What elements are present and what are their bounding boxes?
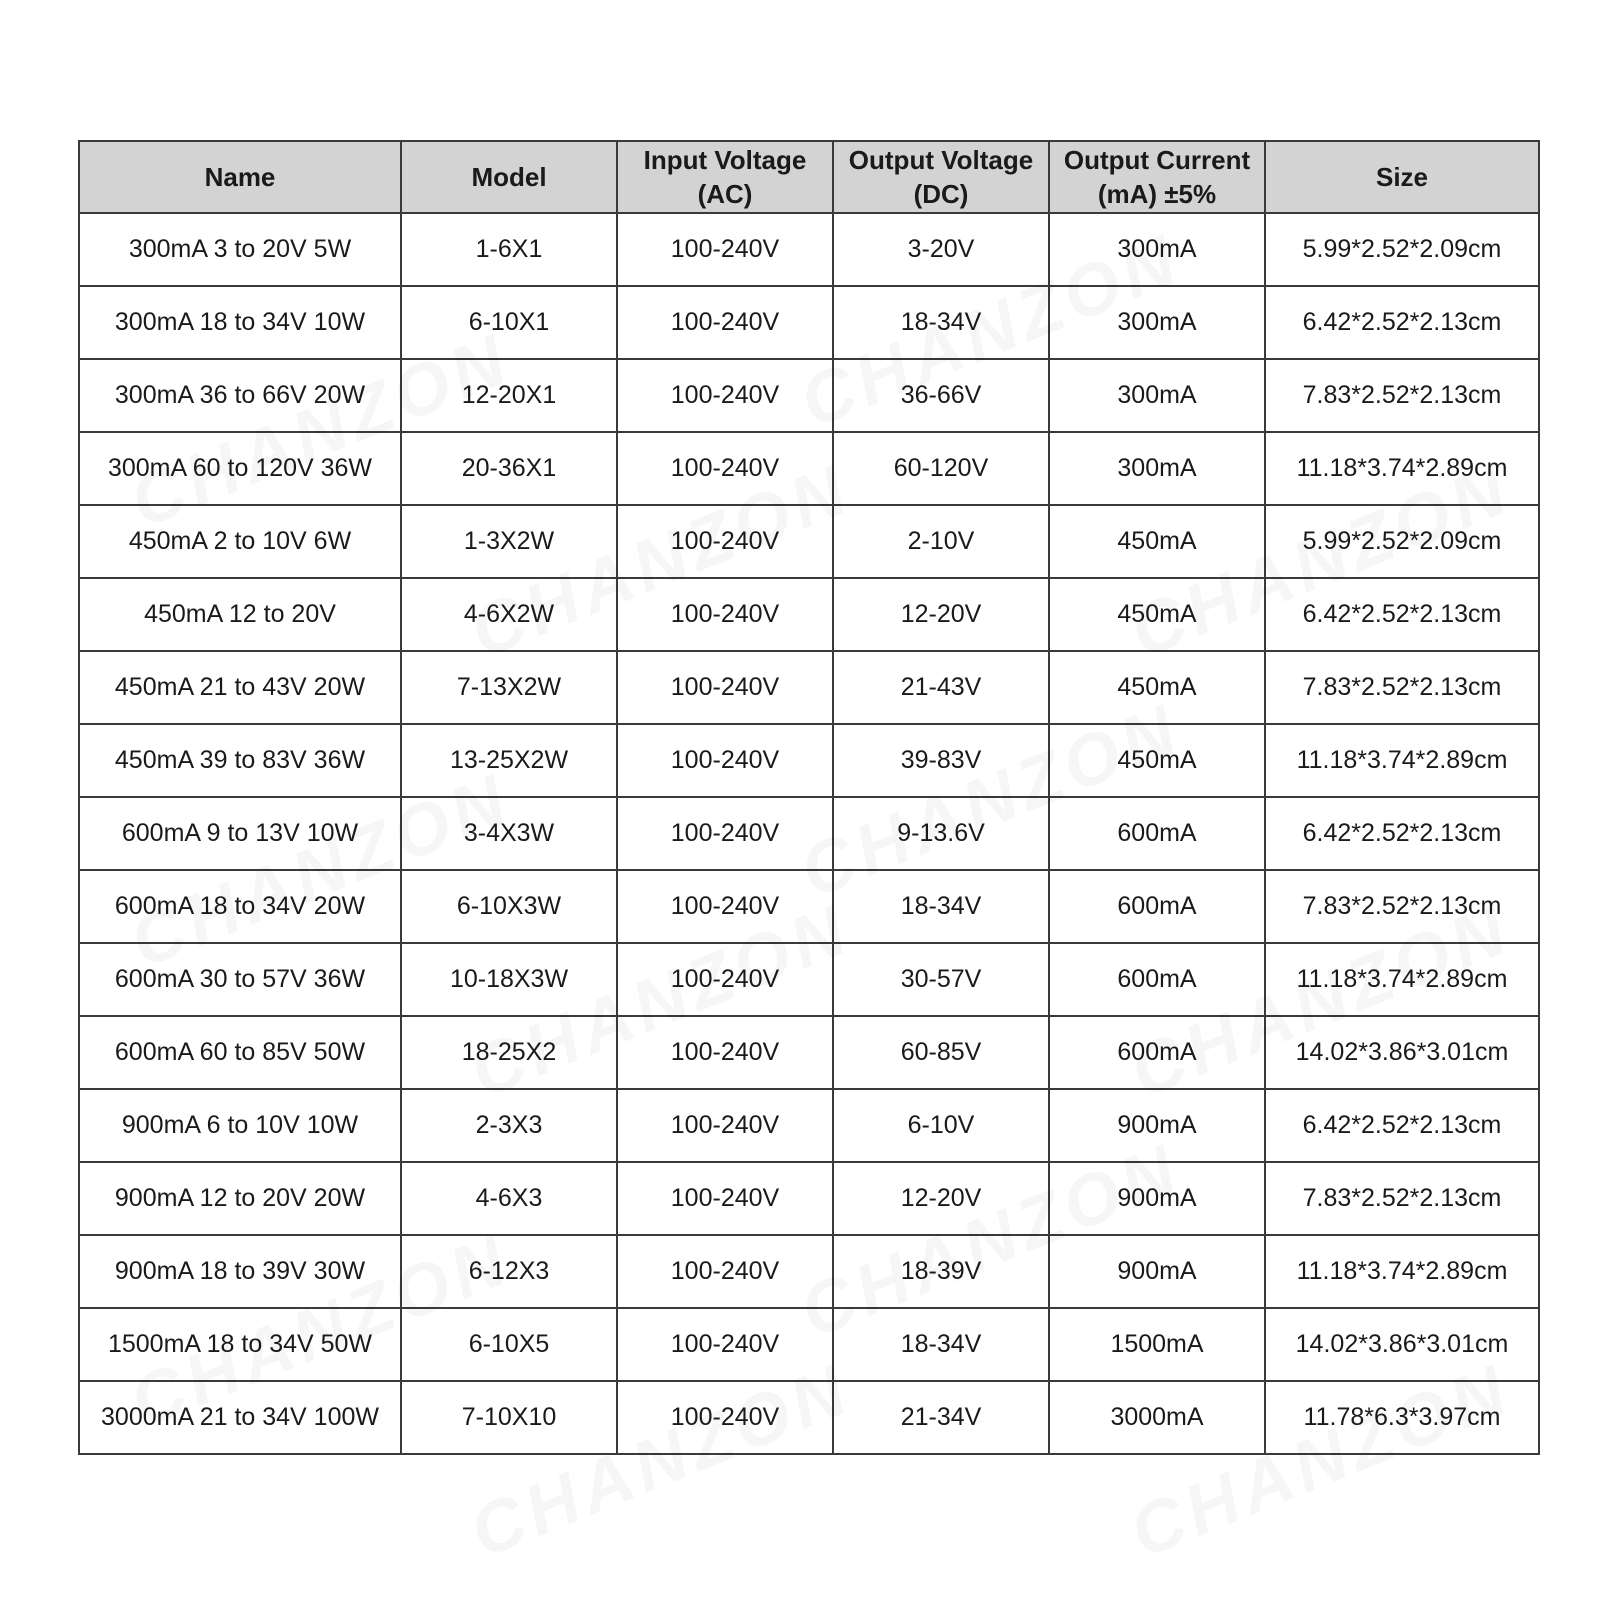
cell-input-voltage: 100-240V [617,578,833,651]
cell-output-current: 300mA [1049,432,1265,505]
header-input-voltage: Input Voltage (AC) [617,141,833,213]
cell-output-voltage: 21-34V [833,1381,1049,1454]
cell-model: 6-10X1 [401,286,617,359]
cell-input-voltage: 100-240V [617,432,833,505]
cell-model: 7-10X10 [401,1381,617,1454]
cell-input-voltage: 100-240V [617,286,833,359]
cell-output-voltage: 3-20V [833,213,1049,286]
cell-output-current: 300mA [1049,359,1265,432]
cell-model: 6-10X3W [401,870,617,943]
cell-output-voltage: 12-20V [833,578,1049,651]
cell-name: 450mA 12 to 20V [79,578,401,651]
cell-output-current: 900mA [1049,1089,1265,1162]
table-row [79,1381,1539,1454]
table-row [79,651,1539,724]
cell-name: 1500mA 18 to 34V 50W [79,1308,401,1381]
cell-model: 6-10X5 [401,1308,617,1381]
cell-name: 300mA 36 to 66V 20W [79,359,401,432]
cell-size: 11.18*3.74*2.89cm [1265,724,1539,797]
cell-model: 4-6X3 [401,1162,617,1235]
cell-input-voltage: 100-240V [617,870,833,943]
cell-size: 6.42*2.52*2.13cm [1265,797,1539,870]
cell-model: 20-36X1 [401,432,617,505]
cell-size: 5.99*2.52*2.09cm [1265,213,1539,286]
cell-output-current: 900mA [1049,1235,1265,1308]
table-row [79,213,1539,286]
table-row [79,432,1539,505]
table-row [79,797,1539,870]
table-body [79,213,1539,1454]
cell-output-voltage: 12-20V [833,1162,1049,1235]
cell-name: 900mA 18 to 39V 30W [79,1235,401,1308]
cell-model: 13-25X2W [401,724,617,797]
cell-model: 3-4X3W [401,797,617,870]
cell-size: 11.18*3.74*2.89cm [1265,943,1539,1016]
table-row [79,1308,1539,1381]
cell-input-voltage: 100-240V [617,213,833,286]
cell-output-voltage: 18-34V [833,286,1049,359]
table-row [79,1016,1539,1089]
cell-output-current: 1500mA [1049,1308,1265,1381]
cell-output-current: 600mA [1049,943,1265,1016]
cell-output-current: 3000mA [1049,1381,1265,1454]
cell-size: 7.83*2.52*2.13cm [1265,359,1539,432]
cell-size: 14.02*3.86*3.01cm [1265,1016,1539,1089]
cell-output-voltage: 60-85V [833,1016,1049,1089]
cell-model: 4-6X2W [401,578,617,651]
cell-input-voltage: 100-240V [617,1381,833,1454]
cell-size: 11.18*3.74*2.89cm [1265,1235,1539,1308]
cell-input-voltage: 100-240V [617,797,833,870]
cell-size: 14.02*3.86*3.01cm [1265,1308,1539,1381]
cell-input-voltage: 100-240V [617,724,833,797]
header-row [79,141,1539,213]
cell-name: 450mA 39 to 83V 36W [79,724,401,797]
cell-name: 900mA 12 to 20V 20W [79,1162,401,1235]
cell-name: 450mA 21 to 43V 20W [79,651,401,724]
cell-name: 600mA 18 to 34V 20W [79,870,401,943]
cell-input-voltage: 100-240V [617,1162,833,1235]
header-output-current: Output Current (mA) ±5% [1049,141,1265,213]
cell-output-voltage: 18-34V [833,870,1049,943]
cell-output-current: 450mA [1049,578,1265,651]
cell-size: 7.83*2.52*2.13cm [1265,1162,1539,1235]
cell-name: 450mA 2 to 10V 6W [79,505,401,578]
cell-name: 300mA 60 to 120V 36W [79,432,401,505]
cell-model: 2-3X3 [401,1089,617,1162]
cell-output-voltage: 39-83V [833,724,1049,797]
header-model: Model [401,141,617,213]
table-row [79,286,1539,359]
table-row [79,724,1539,797]
cell-output-voltage: 30-57V [833,943,1049,1016]
cell-output-voltage: 9-13.6V [833,797,1049,870]
cell-size: 6.42*2.52*2.13cm [1265,286,1539,359]
cell-output-current: 900mA [1049,1162,1265,1235]
cell-model: 6-12X3 [401,1235,617,1308]
cell-output-voltage: 6-10V [833,1089,1049,1162]
table-row [79,1162,1539,1235]
cell-output-current: 600mA [1049,797,1265,870]
cell-output-current: 300mA [1049,213,1265,286]
table-row [79,1089,1539,1162]
cell-input-voltage: 100-240V [617,943,833,1016]
cell-output-current: 300mA [1049,286,1265,359]
cell-size: 5.99*2.52*2.09cm [1265,505,1539,578]
cell-input-voltage: 100-240V [617,1089,833,1162]
cell-size: 6.42*2.52*2.13cm [1265,578,1539,651]
table-row [79,1235,1539,1308]
cell-output-voltage: 60-120V [833,432,1049,505]
cell-model: 1-3X2W [401,505,617,578]
table-row [79,943,1539,1016]
cell-output-current: 450mA [1049,651,1265,724]
table-row [79,359,1539,432]
cell-input-voltage: 100-240V [617,505,833,578]
cell-name: 900mA 6 to 10V 10W [79,1089,401,1162]
cell-name: 600mA 30 to 57V 36W [79,943,401,1016]
cell-size: 7.83*2.52*2.13cm [1265,651,1539,724]
header-output-voltage: Output Voltage (DC) [833,141,1049,213]
cell-input-voltage: 100-240V [617,651,833,724]
cell-name: 300mA 18 to 34V 10W [79,286,401,359]
header-name: Name [79,141,401,213]
cell-model: 10-18X3W [401,943,617,1016]
cell-size: 11.78*6.3*3.97cm [1265,1381,1539,1454]
cell-input-voltage: 100-240V [617,1308,833,1381]
cell-model: 7-13X2W [401,651,617,724]
cell-output-current: 600mA [1049,1016,1265,1089]
table-row [79,578,1539,651]
cell-model: 12-20X1 [401,359,617,432]
cell-name: 600mA 9 to 13V 10W [79,797,401,870]
cell-output-voltage: 18-34V [833,1308,1049,1381]
cell-input-voltage: 100-240V [617,1016,833,1089]
cell-input-voltage: 100-240V [617,359,833,432]
cell-output-voltage: 21-43V [833,651,1049,724]
cell-output-current: 600mA [1049,870,1265,943]
table-row [79,505,1539,578]
cell-model: 1-6X1 [401,213,617,286]
cell-output-voltage: 18-39V [833,1235,1049,1308]
spec-table [78,140,1540,1455]
table-row [79,870,1539,943]
cell-output-voltage: 2-10V [833,505,1049,578]
cell-name: 600mA 60 to 85V 50W [79,1016,401,1089]
cell-name: 300mA 3 to 20V 5W [79,213,401,286]
cell-size: 11.18*3.74*2.89cm [1265,432,1539,505]
cell-input-voltage: 100-240V [617,1235,833,1308]
cell-output-current: 450mA [1049,724,1265,797]
cell-output-current: 450mA [1049,505,1265,578]
table-header [79,141,1539,213]
cell-model: 18-25X2 [401,1016,617,1089]
cell-output-voltage: 36-66V [833,359,1049,432]
header-size: Size [1265,141,1539,213]
cell-size: 6.42*2.52*2.13cm [1265,1089,1539,1162]
cell-size: 7.83*2.52*2.13cm [1265,870,1539,943]
cell-name: 3000mA 21 to 34V 100W [79,1381,401,1454]
